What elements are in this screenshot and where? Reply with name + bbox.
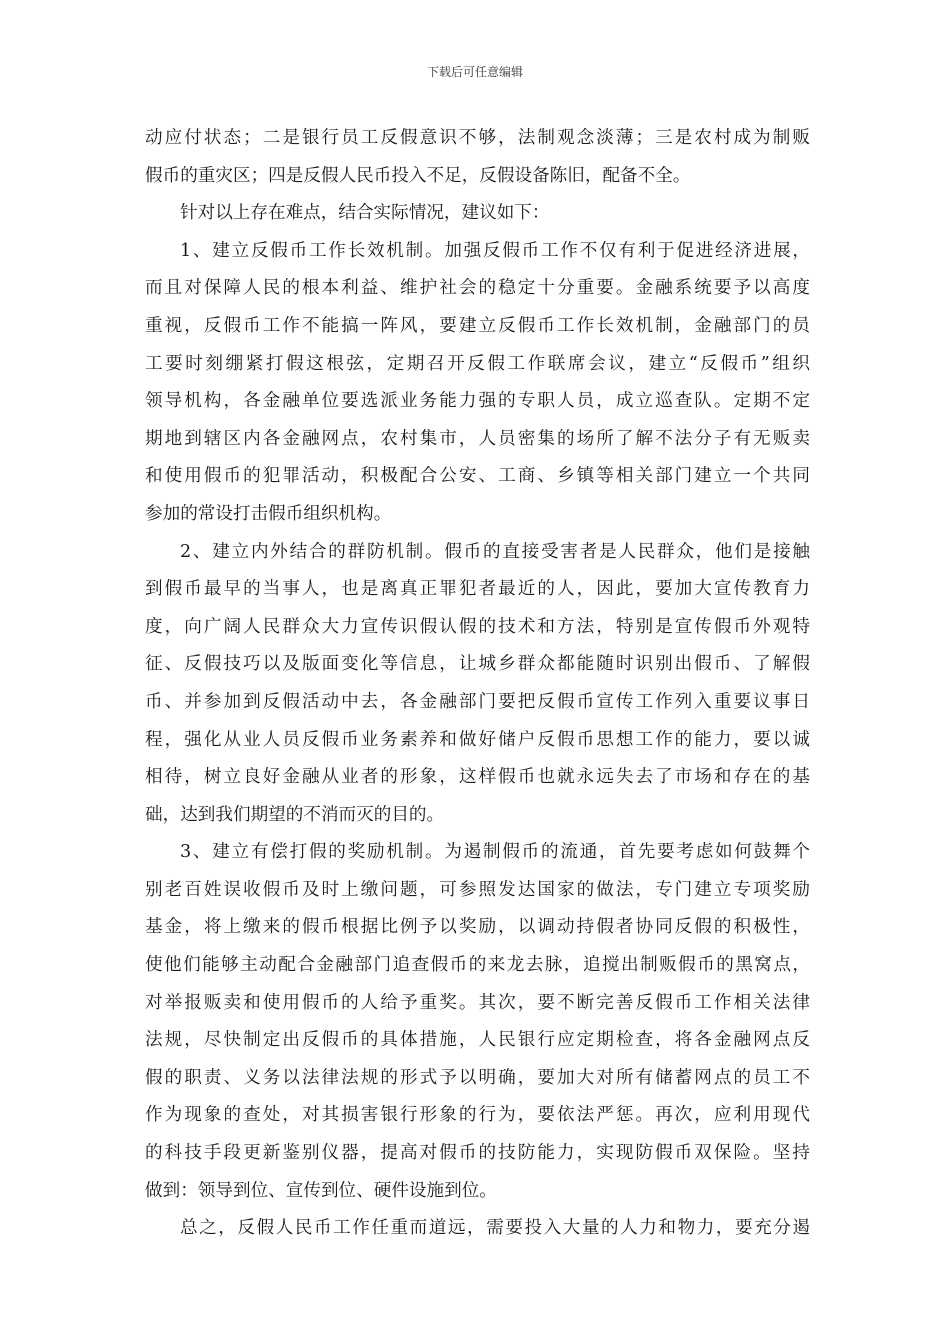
text-line: 1、建立反假币工作长效机制。加强反假币工作不仅有利于促进经济进展， (180, 240, 810, 261)
text-line: 而且对保障人民的根本利益、维护社会的稳定十分重要。金融系统要予以高度 (145, 278, 810, 299)
text-line: 和使用假币的犯罪活动，积极配合公安、工商、乡镇等相关部门建立一个共同 (145, 466, 810, 487)
text-line: 度，向广阔人民群众大力宣传识假认假的技术和方法，特别是宣传假币外观特 (145, 616, 810, 637)
text-line: 别老百姓误收假币及时上缴问题，可参照发达国家的做法，专门建立专项奖励 (145, 879, 810, 900)
text-line: 到假币最早的当事人，也是离真正罪犯者最近的人，因此，要加大宣传教育力 (145, 579, 810, 600)
text-line: 做到：领导到位、宣传到位、硬件设施到位。 (145, 1180, 497, 1201)
text-line: 重视，反假币工作不能搞一阵风，要建立反假币工作长效机制，金融部门的员 (145, 315, 810, 336)
text-line: 参加的常设打击假币组织机构。 (145, 503, 392, 524)
text-line: 础，达到我们期望的不消而灭的目的。 (145, 804, 445, 825)
text-line: 对举报贩卖和使用假币的人给予重奖。其次，要不断完善反假币工作相关法律 (145, 992, 810, 1013)
text-line: 期地到辖区内各金融网点，农村集市，人员密集的场所了解不法分子有无贩卖 (145, 428, 810, 449)
text-line: 2、建立内外结合的群防机制。假币的直接受害者是人民群众，他们是接触 (180, 541, 810, 562)
text-line: 程，强化从业人员反假币业务素养和做好储户反假币思想工作的能力，要以诚 (145, 729, 810, 750)
text-line: 基金，将上缴来的假币根据比例予以奖励，以调动持假者协同反假的积极性， (145, 917, 810, 938)
text-line: 动应付状态；二是银行员工反假意识不够，法制观念淡薄；三是农村成为制贩 (145, 128, 810, 148)
text-line: 征、反假技巧以及版面变化等信息，让城乡群众都能随时识别出假币、了解假 (145, 654, 810, 675)
text-line: 币、并参加到反假活动中去，各金融部门要把反假币宣传工作列入重要议事日 (145, 691, 810, 712)
text-line: 领导机构，各金融单位要选派业务能力强的专职人员，成立巡查队。定期不定 (145, 391, 810, 412)
text-line: 工要时刻绷紧打假这根弦，定期召开反假工作联席会议，建立“反假币”组织 (145, 353, 810, 374)
text-line: 相待，树立良好金融从业者的形象，这样假币也就永远失去了市场和存在的基 (145, 767, 810, 788)
text-line: 法规，尽快制定出反假币的具体措施，人民银行应定期检查，将各金融网点反 (145, 1030, 810, 1051)
document-body (145, 120, 810, 1248)
text-line: 作为现象的查处，对其损害银行形象的行为，要依法严惩。再次，应利用现代 (145, 1105, 810, 1126)
text-line: 假币的重灾区；四是反假人民币投入不足，反假设备陈旧，配备不全。 (145, 165, 691, 186)
text-line: 总之，反假人民币工作任重而道远，需要投入大量的人力和物力，要充分遏 (180, 1218, 810, 1239)
text-line: 针对以上存在难点，结合实际情况，建议如下： (180, 203, 550, 224)
page-header: 下载后可任意编辑 (426, 65, 523, 79)
text-line: 3、建立有偿打假的奖励机制。为遏制假币的流通，首先要考虑如何鼓舞个 (180, 842, 810, 863)
text-line: 的科技手段更新鉴别仪器，提高对假币的技防能力，实现防假币双保险。坚持 (145, 1143, 810, 1164)
text-line: 使他们能够主动配合金融部门追查假币的来龙去脉，追搅出制贩假币的黑窝点， (145, 955, 810, 976)
text-line: 假的职责、义务以法律法规的形式予以明确，要加大对所有储蓄网点的员工不 (145, 1067, 810, 1088)
